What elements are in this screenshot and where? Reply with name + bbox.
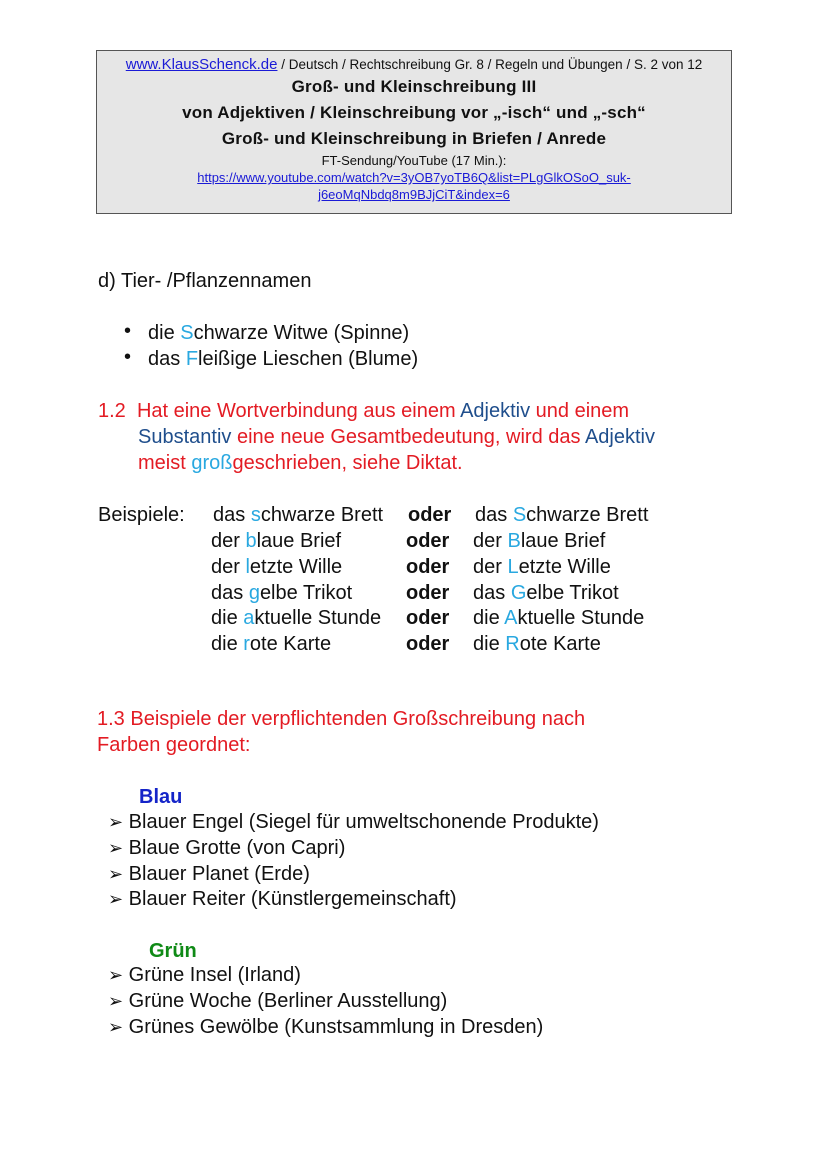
example-right: der Blaue Brief (473, 530, 606, 552)
color-heading-blau: Blau (139, 786, 183, 808)
oder-connector: oder (408, 504, 452, 526)
bullet-icon: • (124, 320, 132, 342)
site-link[interactable]: www.KlausSchenck.de (125, 56, 278, 73)
example-right: der Letzte Wille (473, 556, 611, 578)
list-item: ➢ Grüne Insel (Irland) (108, 964, 301, 986)
example-left: das gelbe Trikot (211, 582, 353, 604)
list-item: das Fleißige Lieschen (Blume) (148, 348, 419, 370)
arrow-bullet-icon: ➢ (108, 965, 124, 985)
arrow-bullet-icon: ➢ (108, 838, 124, 858)
list-item: ➢ Blauer Reiter (Künstlergemeinschaft) (108, 888, 457, 910)
example-left: die aktuelle Stunde (211, 607, 382, 629)
arrow-bullet-icon: ➢ (108, 864, 124, 884)
example-right: das Schwarze Brett (475, 504, 649, 526)
rule-1-2-line-1: 1.2 Hat eine Wortverbindung aus einem Adjektiv und einem (98, 400, 630, 422)
list-item: ➢ Blauer Planet (Erde) (108, 863, 310, 885)
title-line-3: Groß- und Kleinschreibung in Briefen / Anrede (221, 129, 607, 148)
example-left: das schwarze Brett (213, 504, 384, 526)
example-right: die Rote Karte (473, 633, 601, 655)
title-line-1: Groß- und Kleinschreibung III (291, 77, 537, 96)
oder-connector: oder (406, 607, 450, 629)
list-item: ➢ Grünes Gewölbe (Kunstsammlung in Dresden) (108, 1016, 544, 1038)
list-item: ➢ Blaue Grotte (von Capri) (108, 837, 346, 859)
ft-note: FT-Sendung/YouTube (17 Min.): (321, 153, 507, 168)
arrow-bullet-icon: ➢ (108, 991, 124, 1011)
list-item: die Schwarze Witwe (Spinne) (148, 322, 410, 344)
oder-connector: oder (406, 582, 450, 604)
example-right: das Gelbe Trikot (473, 582, 619, 604)
rule-1-2-line-3: meist großgeschrieben, siehe Diktat. (138, 452, 463, 474)
oder-connector: oder (406, 530, 450, 552)
oder-connector: oder (406, 633, 450, 655)
arrow-bullet-icon: ➢ (108, 1017, 124, 1037)
rule-1-3-line-2: Farben geordnet: (97, 734, 251, 756)
examples-label: Beispiele: (98, 504, 185, 526)
breadcrumb: / Deutsch / Rechtschreibung Gr. 8 / Regeln und Übungen / S. 2 von 12 (277, 57, 703, 72)
video-link-line-1[interactable]: https://www.youtube.com/watch?v=3yOB7yoTB6Q&list=PLgGlkOSoO_suk- (197, 170, 631, 185)
rule-1-3-line-1: 1.3 Beispiele der verpflichtenden Großschreibung nach (97, 708, 586, 730)
arrow-bullet-icon: ➢ (108, 889, 124, 909)
example-left: die rote Karte (211, 633, 332, 655)
oder-connector: oder (406, 556, 450, 578)
arrow-bullet-icon: ➢ (108, 812, 124, 832)
example-left: der blaue Brief (211, 530, 342, 552)
list-item: ➢ Grüne Woche (Berliner Ausstellung) (108, 990, 448, 1012)
example-right: die Aktuelle Stunde (473, 607, 645, 629)
list-item: ➢ Blauer Engel (Siegel für umweltschonende Produkte) (108, 811, 599, 833)
section-d-heading: d) Tier- /Pflanzennamen (98, 270, 312, 292)
color-heading-gruen: Grün (149, 940, 197, 962)
bullet-icon: • (124, 346, 132, 368)
rule-1-2-line-2: Substantiv eine neue Gesamtbedeutung, wird das Adjektiv (138, 426, 655, 448)
header-breadcrumb-line (97, 56, 731, 74)
header-box (96, 50, 732, 214)
example-left: der letzte Wille (211, 556, 343, 578)
video-link-line-2[interactable]: j6eoMqNbdq8m9BJjCiT&index=6 (318, 187, 510, 202)
title-line-2: von Adjektiven / Kleinschreibung vor „-isch“ und „-sch“ (182, 103, 646, 122)
